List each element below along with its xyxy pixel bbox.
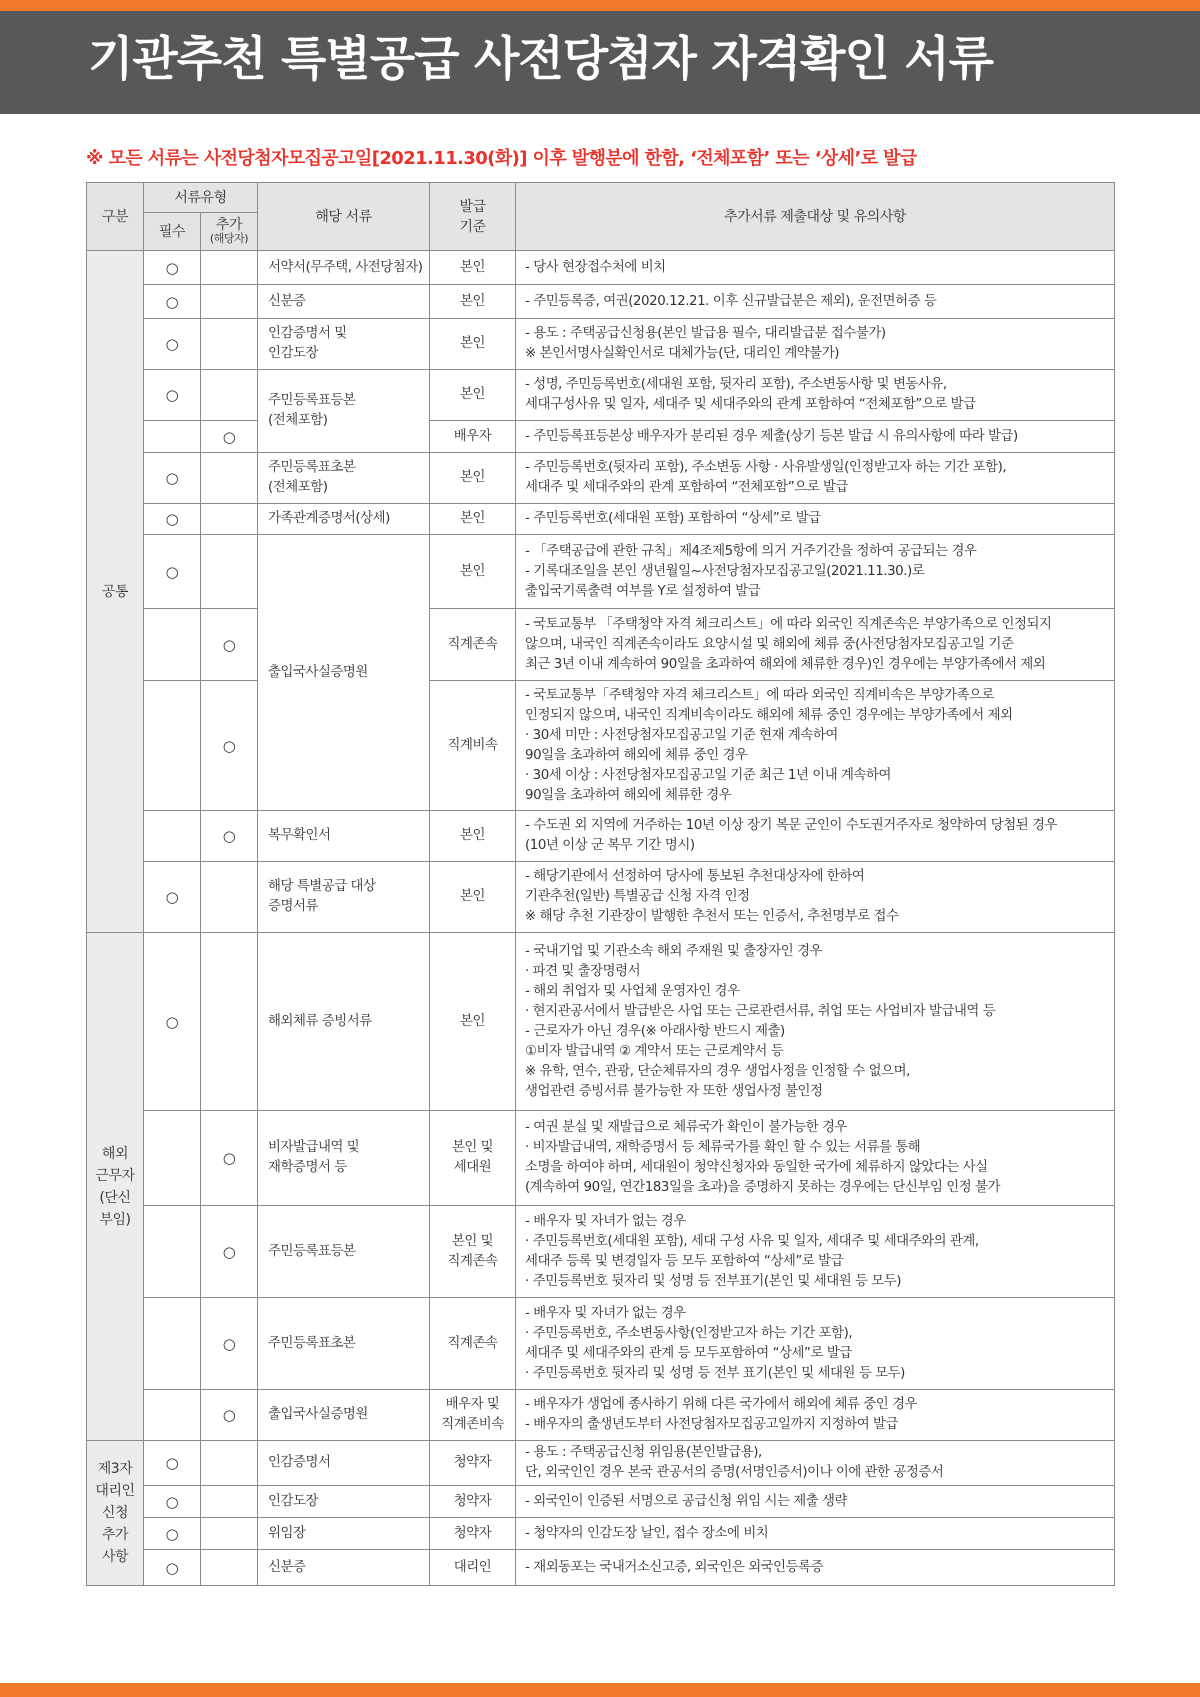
issue-basis: 배우자 및 직계존비속 bbox=[430, 1390, 516, 1441]
required-mark bbox=[144, 609, 201, 681]
header-additional-sub: (해당자) bbox=[209, 232, 249, 245]
additional-mark bbox=[201, 1486, 258, 1518]
additional-mark bbox=[201, 862, 258, 933]
table-row bbox=[87, 862, 1115, 933]
note-text: - 「주택공급에 관한 규칙」제4조제5항에 의거 거주기간을 정하여 공급되는 경우 - 기록대조일을 본인 생년월일~사전당첨자모집공고일(2021.11.30.)로 출입국기록출력 여부를 Y로 설정하여 발급 bbox=[516, 535, 1115, 609]
issue-basis: 본인 bbox=[430, 535, 516, 609]
additional-mark bbox=[201, 319, 258, 370]
document-name: 주민등록표초본 bbox=[258, 1298, 430, 1390]
note-text: - 주민등록표등본상 배우자가 분리된 경우 제출(상기 등본 발급 시 유의사항에 따라 발급) bbox=[516, 421, 1115, 453]
table-row bbox=[87, 285, 1115, 319]
note-text: - 배우자 및 자녀가 없는 경우 · 주민등록번호(세대원 포함), 세대 구성 사유 및 일자, 세대주 및 세대주와의 관계, 세대주 등록 및 변경일자 등 모두 포함하여 “상세”로 발급 · 주민등록번호 뒷자리 및 성명 등 전부표기(본인 및 세대원 등 모두) bbox=[516, 1206, 1115, 1298]
header-required: 필수 bbox=[144, 213, 201, 251]
notice-text: ※ 모든 서류는 사전당첨자모집공고일[2021.11.30(화)] 이후 발행분에 한함, ‘전체포함’ 또는 ‘상세’로 발급 bbox=[86, 148, 917, 169]
document-name: 주민등록표등본 bbox=[258, 1206, 430, 1298]
note-text: - 여권 분실 및 재발급으로 체류국가 확인이 불가능한 경우 · 비자발급내역, 재학증명서 등 체류국가를 확인 할 수 있는 서류를 통해 소명을 하여야 하며, 세대원이 청약신청자와 동일한 국가에 체류하지 않았다는 사실 (계속하여 90일, 연간183일을 초과)을 증명하지 못하는 경우에는 단신부임 인정 불가 bbox=[516, 1111, 1115, 1206]
note-text: - 용도 : 주택공급신청 위임용(본인발급용), 단, 외국인인 경우 본국 관공서의 증명(서명인증서)이나 이에 관한 공정증서 bbox=[516, 1441, 1115, 1486]
additional-mark bbox=[201, 285, 258, 319]
additional-mark bbox=[201, 1441, 258, 1486]
table-row bbox=[87, 1111, 1115, 1206]
table-row bbox=[87, 504, 1115, 535]
document-name: 신분증 bbox=[258, 285, 430, 319]
required-mark: ○ bbox=[144, 370, 201, 421]
required-mark: ○ bbox=[144, 251, 201, 285]
table-row bbox=[87, 609, 1115, 681]
note-text: - 해당기관에서 선정하여 당사에 통보된 추천대상자에 한하여 기관추천(일반) 특별공급 신청 자격 인정 ※ 해당 추천 기관장이 발행한 추천서 또는 인증서, 추천명부로 접수 bbox=[516, 862, 1115, 933]
additional-mark bbox=[201, 535, 258, 609]
additional-mark: ○ bbox=[201, 811, 258, 862]
document-name: 출입국사실증명원 bbox=[258, 1390, 430, 1441]
additional-mark: ○ bbox=[201, 1298, 258, 1390]
note-text: - 국내기업 및 기관소속 해외 주재원 및 출장자인 경우 · 파견 및 출장명령서 - 해외 취업자 및 사업체 운영자인 경우 · 현지관공서에서 발급받은 사업 또는 근로관련서류, 취업 또는 사업비자 발급내역 등 - 근로자가 아닌 경우(※ 아래사항 반드시 제출) ①비자 발급내역 ② 계약서 또는 근로계약서 등 ※ 유학, 연수, 관광, 단순체류자의 경우 생업사정을 인정할 수 없으며, 생업관련 증빙서류 불가능한 자 또한 생업사정 불인정 bbox=[516, 933, 1115, 1111]
additional-mark bbox=[201, 251, 258, 285]
documents-table bbox=[86, 182, 1115, 1586]
note-text: - 성명, 주민등록번호(세대원 포함, 뒷자리 포함), 주소변동사항 및 변동사유, 세대구성사유 및 일자, 세대주 및 세대주와의 관계 포함하여 “전체포함”으로 발급 bbox=[516, 370, 1115, 421]
document-name: 인감증명서 및 인감도장 bbox=[258, 319, 430, 370]
note-text: - 배우자가 생업에 종사하기 위해 다른 국가에서 해외에 체류 중인 경우 - 배우자의 출생년도부터 사전당첨자모집공고일까지 지정하여 발급 bbox=[516, 1390, 1115, 1441]
bottom-accent-bar bbox=[0, 1683, 1200, 1697]
table-row bbox=[87, 681, 1115, 811]
table-row bbox=[87, 933, 1115, 1111]
required-mark: ○ bbox=[144, 933, 201, 1111]
table-row bbox=[87, 1206, 1115, 1298]
issue-basis: 본인 bbox=[430, 933, 516, 1111]
additional-mark: ○ bbox=[201, 1390, 258, 1441]
table-body bbox=[87, 251, 1115, 1586]
document-name: 인감도장 bbox=[258, 1486, 430, 1518]
table-head bbox=[87, 183, 1115, 251]
category-proxy: 제3자 대리인 신청 추가 사항 bbox=[87, 1441, 144, 1586]
header-notes: 추가서류 제출대상 및 유의사항 bbox=[516, 183, 1115, 251]
table-row bbox=[87, 1390, 1115, 1441]
header-additional-label: 추가 bbox=[215, 217, 243, 233]
table-row bbox=[87, 1298, 1115, 1390]
document-name: 인감증명서 bbox=[258, 1441, 430, 1486]
table-row bbox=[87, 1518, 1115, 1550]
additional-mark bbox=[201, 933, 258, 1111]
issue-basis: 본인 bbox=[430, 504, 516, 535]
table-row bbox=[87, 811, 1115, 862]
required-mark bbox=[144, 1206, 201, 1298]
issue-basis: 본인 bbox=[430, 862, 516, 933]
category-overseas: 해외 근무자 (단신 부임) bbox=[87, 933, 144, 1441]
header-category: 구분 bbox=[87, 183, 144, 251]
issue-basis: 본인 bbox=[430, 285, 516, 319]
required-mark: ○ bbox=[144, 862, 201, 933]
header-doc-type: 서류유형 bbox=[144, 183, 258, 213]
table-row bbox=[87, 453, 1115, 504]
issue-basis: 대리인 bbox=[430, 1550, 516, 1586]
header-document: 해당 서류 bbox=[258, 183, 430, 251]
table-row bbox=[87, 1550, 1115, 1586]
additional-mark: ○ bbox=[201, 609, 258, 681]
additional-mark bbox=[201, 1550, 258, 1586]
note-text: - 수도권 외 지역에 거주하는 10년 이상 장기 복문 군인이 수도권거주자로 청약하여 당첨된 경우 (10년 이상 군 복무 기간 명시) bbox=[516, 811, 1115, 862]
additional-mark: ○ bbox=[201, 681, 258, 811]
note-text: - 주민등록증, 여권(2020.12.21. 이후 신규발급분은 제외), 운전면허증 등 bbox=[516, 285, 1115, 319]
page-header bbox=[0, 11, 1200, 114]
additional-mark: ○ bbox=[201, 1206, 258, 1298]
document-name: 해당 특별공급 대상 증명서류 bbox=[258, 862, 430, 933]
header-additional bbox=[201, 213, 258, 251]
issue-basis: 본인 bbox=[430, 370, 516, 421]
category-common: 공통 bbox=[87, 251, 144, 933]
required-mark: ○ bbox=[144, 1550, 201, 1586]
table-row bbox=[87, 251, 1115, 285]
required-mark bbox=[144, 681, 201, 811]
document-name: 비자발급내역 및 재학증명서 등 bbox=[258, 1111, 430, 1206]
issue-basis: 직계존속 bbox=[430, 1298, 516, 1390]
issue-basis: 청약자 bbox=[430, 1486, 516, 1518]
issue-basis: 본인 및 세대원 bbox=[430, 1111, 516, 1206]
note-text: - 주민등록번호(세대원 포함) 포함하여 “상세”로 발급 bbox=[516, 504, 1115, 535]
note-text: - 당사 현장접수처에 비치 bbox=[516, 251, 1115, 285]
table-row bbox=[87, 1441, 1115, 1486]
issue-basis: 본인 bbox=[430, 453, 516, 504]
header-basis: 발급 기준 bbox=[430, 183, 516, 251]
required-mark bbox=[144, 421, 201, 453]
required-mark: ○ bbox=[144, 535, 201, 609]
issue-basis: 청약자 bbox=[430, 1441, 516, 1486]
note-text: - 배우자 및 자녀가 없는 경우 · 주민등록번호, 주소변동사항(인정받고자 하는 기간 포함), 세대주 및 세대주와의 관계 등 모두포함하여 “상세”로 발급 · 주민등록번호 뒷자리 및 성명 등 전부 표기(본인 및 세대원 등 모두) bbox=[516, 1298, 1115, 1390]
document-name: 해외체류 증빙서류 bbox=[258, 933, 430, 1111]
page-title: 기관추천 특별공급 사전당첨자 자격확인 서류 bbox=[88, 32, 994, 87]
issue-basis: 본인 및 직계존속 bbox=[430, 1206, 516, 1298]
table-row bbox=[87, 535, 1115, 609]
issue-basis: 본인 bbox=[430, 319, 516, 370]
note-text: - 국토교통부「주택청약 자격 체크리스트」에 따라 외국인 직계비속은 부양가족으로 인정되지 않으며, 내국인 직계비속이라도 해외에 체류 중인 경우에는 부양가족에서 제외 · 30세 미만 : 사전당첨자모집공고일 기준 현재 계속하여 90일을 초과하여 해외에 체류 중인 경우 · 30세 이상 : 사전당첨자모집공고일 기준 최근 1년 이내 계속하여 90일을 초과하여 해외에 체류한 경우 bbox=[516, 681, 1115, 811]
document-name: 위임장 bbox=[258, 1518, 430, 1550]
additional-mark bbox=[201, 370, 258, 421]
table-row bbox=[87, 1486, 1115, 1518]
additional-mark bbox=[201, 504, 258, 535]
note-text: - 외국인이 인증된 서명으로 공급신청 위임 시는 제출 생략 bbox=[516, 1486, 1115, 1518]
table-row bbox=[87, 370, 1115, 421]
issue-basis: 직계비속 bbox=[430, 681, 516, 811]
required-mark: ○ bbox=[144, 1486, 201, 1518]
document-name: 서약서(무주택, 사전당첨자) bbox=[258, 251, 430, 285]
required-mark bbox=[144, 1298, 201, 1390]
required-mark: ○ bbox=[144, 285, 201, 319]
required-mark bbox=[144, 811, 201, 862]
top-accent-bar bbox=[0, 0, 1200, 11]
issue-basis: 배우자 bbox=[430, 421, 516, 453]
required-mark: ○ bbox=[144, 453, 201, 504]
document-name: 가족관계증명서(상세) bbox=[258, 504, 430, 535]
additional-mark: ○ bbox=[201, 1111, 258, 1206]
table-row bbox=[87, 421, 1115, 453]
required-mark: ○ bbox=[144, 1441, 201, 1486]
table-row bbox=[87, 319, 1115, 370]
note-text: - 주민등록번호(뒷자리 포함), 주소변동 사항 · 사유발생일(인정받고자 하는 기간 포함), 세대주 및 세대주와의 관계 포함하여 “전체포함”으로 발급 bbox=[516, 453, 1115, 504]
issue-basis: 본인 bbox=[430, 811, 516, 862]
required-mark: ○ bbox=[144, 319, 201, 370]
additional-mark bbox=[201, 453, 258, 504]
issue-basis: 청약자 bbox=[430, 1518, 516, 1550]
document-name: 복무확인서 bbox=[258, 811, 430, 862]
required-mark: ○ bbox=[144, 1518, 201, 1550]
document-name: 출입국사실증명원 bbox=[258, 535, 430, 811]
additional-mark: ○ bbox=[201, 421, 258, 453]
issue-basis: 본인 bbox=[430, 251, 516, 285]
note-text: - 재외동포는 국내거소신고증, 외국인은 외국인등록증 bbox=[516, 1550, 1115, 1586]
note-text: - 국토교통부 「주택청약 자격 체크리스트」에 따라 외국인 직계존속은 부양가족으로 인정되지 않으며, 내국인 직계존속이라도 요양시설 및 해외에 체류 중(사전당첨자모집공고일 기준 최근 3년 이내 계속하여 90일을 초과하여 해외에 체류한 경우)인 경우에는 부양가족에서 제외 bbox=[516, 609, 1115, 681]
document-name: 신분증 bbox=[258, 1550, 430, 1586]
additional-mark bbox=[201, 1518, 258, 1550]
required-mark: ○ bbox=[144, 504, 201, 535]
required-mark bbox=[144, 1111, 201, 1206]
required-mark bbox=[144, 1390, 201, 1441]
issue-basis: 직계존속 bbox=[430, 609, 516, 681]
note-text: - 청약자의 인감도장 날인, 접수 장소에 비치 bbox=[516, 1518, 1115, 1550]
document-name: 주민등록표등본 (전체포함) bbox=[258, 370, 430, 453]
note-text: - 용도 : 주택공급신청용(본인 발급용 필수, 대리발급분 접수불가) ※ 본인서명사실확인서로 대체가능(단, 대리인 계약불가) bbox=[516, 319, 1115, 370]
document-name: 주민등록표초본 (전체포함) bbox=[258, 453, 430, 504]
